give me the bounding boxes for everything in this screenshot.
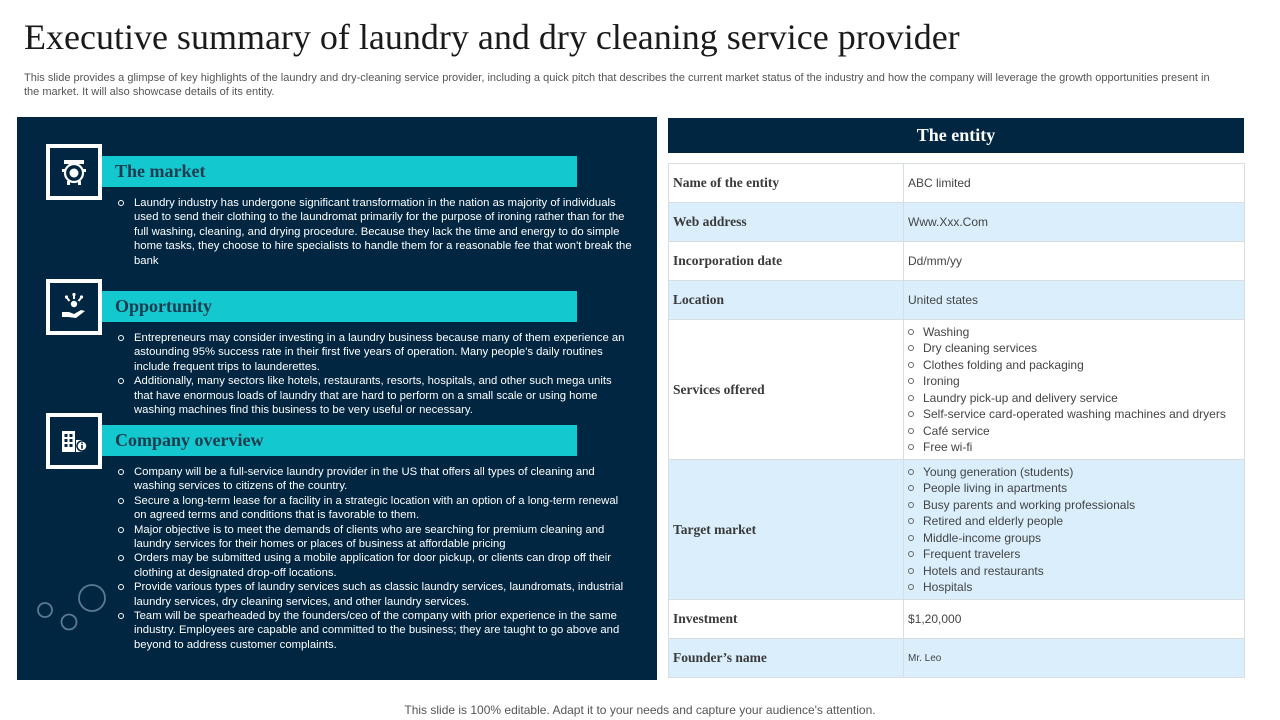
row-value: ABC limited [904, 164, 1245, 203]
market-bullets [132, 196, 632, 268]
opportunity-bullet: Entrepreneurs may consider investing in a laundry business because many of them experience an astounding 95% success rate in their first five years of operation. Many people's daily routines include frequent trips to launderettes. [132, 331, 632, 374]
company-bullet: Major objective is to meet the demands of clients who are searching for premium cleaning and laundry services for their homes or places of business at affordable pricing [132, 523, 632, 552]
washing-machine-icon [46, 144, 102, 200]
entity-table [668, 163, 1245, 678]
opportunity-heading: Opportunity [102, 291, 577, 322]
services-list [904, 321, 1244, 459]
table-row [669, 600, 1245, 639]
row-value: Www.Xxx.Com [904, 203, 1245, 242]
list-item: Busy parents and working professionals [923, 497, 1244, 514]
table-row [669, 203, 1245, 242]
list-item: People living in apartments [923, 480, 1244, 497]
row-value: Mr. Leo [904, 639, 1245, 678]
entity-header: The entity [668, 118, 1244, 153]
row-label: Investment [669, 600, 904, 639]
row-label: Target market [669, 460, 904, 600]
list-item: Self-service card-operated washing machines and dryers [923, 406, 1244, 423]
row-value [904, 460, 1245, 600]
list-item: Young generation (students) [923, 464, 1244, 481]
company-bullet: Team will be spearheaded by the founders/ceo of the company with prior experience in the same industry. Employees are capable and committed to the business; they are taught to go above and beyond to address customer complaints. [132, 609, 632, 652]
list-item: Frequent travelers [923, 546, 1244, 563]
list-item: Free wi-fi [923, 439, 1244, 456]
row-label: Location [669, 281, 904, 320]
table-row [669, 281, 1245, 320]
row-label: Incorporation date [669, 242, 904, 281]
company-building-icon [46, 413, 102, 469]
company-bullets [132, 465, 632, 652]
hand-opportunity-icon [46, 279, 102, 335]
row-value: United states [904, 281, 1245, 320]
footer-note: This slide is 100% editable. Adapt it to your needs and capture your audience's attention. [404, 703, 876, 717]
target-market-list [904, 461, 1244, 599]
summary-panel [17, 117, 657, 680]
row-label: Web address [669, 203, 904, 242]
row-value: $1,20,000 [904, 600, 1245, 639]
list-item: Laundry pick-up and delivery service [923, 390, 1244, 407]
opportunity-bullets [132, 331, 632, 417]
list-item: Washing [923, 324, 1244, 341]
market-bullet: Laundry industry has undergone significant transformation in the nation as majority of individuals used to send their clothing to the laundromat primarily for the purpose of ironing rather than for the full washing, cleaning, and drying procedure. Because they lack the time and energy to do simple home tasks, they choose to hire specialists to handle them for a reasonable fee that won't break the bank [134, 197, 632, 267]
washing-machine-icon-graphic [59, 157, 89, 187]
market-heading: The market [102, 156, 577, 187]
table-row [669, 242, 1245, 281]
row-label: Name of the entity [669, 164, 904, 203]
list-item: Ironing [923, 373, 1244, 390]
company-building-icon-graphic [59, 426, 89, 456]
list-item: Retired and elderly people [923, 513, 1244, 530]
list-item: Hotels and restaurants [923, 563, 1244, 580]
company-bullet: Orders may be submitted using a mobile application for door pickup, or clients can drop off their clothing at designated drop-off locations. [132, 551, 632, 580]
row-value: Dd/mm/yy [904, 242, 1245, 281]
company-bullet: Provide various types of laundry services such as classic laundry services, laundromats, industrial laundry services, dry cleaning services, and other laundry services. [132, 580, 632, 609]
company-bullet: Company will be a full-service laundry provider in the US that offers all types of cleaning and washing services to citizens of the country. [132, 465, 632, 494]
table-row [669, 164, 1245, 203]
hand-opportunity-icon-graphic [59, 292, 89, 322]
row-value [904, 320, 1245, 460]
company-bullet: Secure a long-term lease for a facility in a strategic location with an option of a long-term renewal on agreed terms and conditions that is favorable to them. [132, 494, 632, 523]
table-row [669, 639, 1245, 678]
list-item: Dry cleaning services [923, 340, 1244, 357]
page-subtitle: This slide provides a glimpse of key highlights of the laundry and dry-cleaning service provider, including a quick pitch that describes the current market status of the industry and how the company will leverage the growth opportunities present in the market. It will also showcase details of its entity. [24, 72, 1210, 98]
list-item: Hospitals [923, 579, 1244, 596]
table-row [669, 460, 1245, 600]
opportunity-bullet: Additionally, many sectors like hotels, restaurants, resorts, hospitals, and other such mega units that have enormous loads of laundry that are hard to perform on a small scale or using home washing machines find this business to be very useful or necessary. [132, 374, 632, 417]
list-item: Café service [923, 423, 1244, 440]
list-item: Middle-income groups [923, 530, 1244, 547]
table-row [669, 320, 1245, 460]
row-label: Services offered [669, 320, 904, 460]
bubbles-decoration [35, 582, 115, 642]
page-title: Executive summary of laundry and dry cleaning service provider [24, 17, 960, 57]
row-label: Founder’s name [669, 639, 904, 678]
company-heading: Company overview [102, 425, 577, 456]
list-item: Clothes folding and packaging [923, 357, 1244, 374]
